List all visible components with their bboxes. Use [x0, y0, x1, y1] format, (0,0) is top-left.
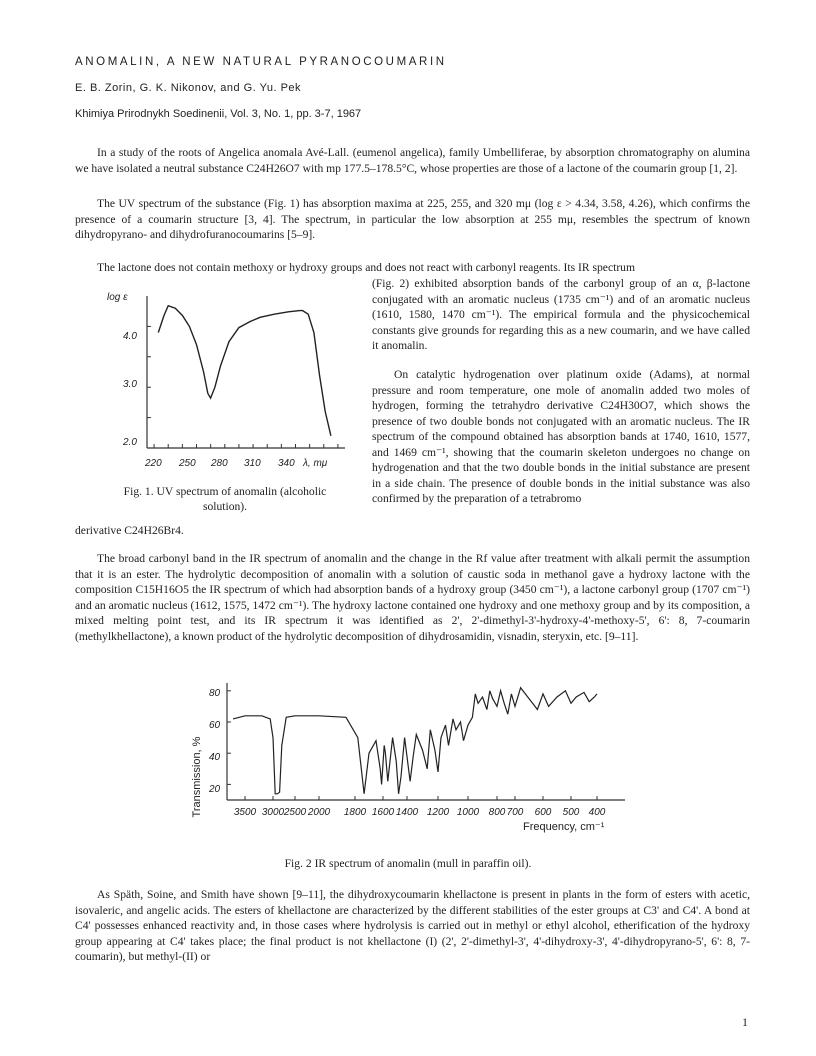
fig1-xtick-280: 280 [211, 458, 228, 469]
fig2-xtick-800: 800 [488, 807, 506, 818]
fig2-ytick-40: 40 [209, 752, 221, 763]
article-title: ANOMALIN, A NEW NATURAL PYRANOCOUMARIN [75, 56, 447, 68]
fig1-xtick-220: 220 [145, 458, 162, 469]
fig2-xtick-400: 400 [588, 807, 606, 818]
article-authors: E. B. Zorin, G. K. Nikonov, and G. Yu. Pek [75, 82, 302, 94]
fig1-caption: Fig. 1. UV spectrum of anomalin (alcoholic solution). [123, 485, 327, 513]
fig2-x-tick-labels [234, 807, 606, 818]
article-citation: Khimiya Prirodnykh Soedinenii, Vol. 3, No. 1, pp. 3-7, 1967 [75, 108, 362, 120]
fig2-xtick-1800: 1800 [343, 807, 367, 818]
paragraph-1: In a study of the roots of Angelica anomala Avé-Lall. (eumenol angelica), family Umbelliferae, by absorption chromatography on alumina we have isolated a neutral substance C24H26O7 with mp 177.5–178.5°C, whose properties are those of a lactone of the coumarin group [1, 2]. [75, 146, 750, 175]
fig2-ytick-60: 60 [209, 720, 221, 731]
fig2-series-line [233, 688, 597, 794]
fig2-xtick-3000: 3000 [261, 807, 285, 818]
fig2-xtick-600: 600 [534, 807, 552, 818]
page-number: 1 [742, 1015, 748, 1029]
fig1-xtick-340: 340 [278, 458, 295, 469]
fig2-xtick-1600: 1600 [371, 807, 395, 818]
paragraph-6: As Späth, Soine, and Smith have shown [9–11], the dihydroxycoumarin khellactone is present in plants in the form of esters with acetic, isovaleric, and angelic acids. The esters of khellactone are characterized by the different stabilities of the ester groups at C3' and C4'. A bond at C4' possesses enhanced reactivity and, in those cases where hydrolysis is carried out in methyl or ethyl alcohol, etherification of the hydroxy group appearing at C4' takes place; the final product is not khellactone (I) (2', 2'-dimethyl-3', 4'-dihydroxy-3', 4'-dihydropyrano-5', 6': 8, 7-coumarin), but methyl-(II) or [75, 888, 750, 963]
fig1-xtick-250: 250 [179, 458, 196, 469]
fig2-ytick-80: 80 [209, 688, 221, 699]
paragraph-3: The lactone does not contain methoxy or hydroxy groups and does not react with carbonyl reagents. Its IR spectrum [97, 261, 635, 274]
paragraph-4: On catalytic hydrogenation over platinum oxide (Adams), at normal pressure and room temperature, one mole of anomalin added two moles of hydrogen, forming the tetrahydro derivative C24H30O7, which shows the presence of two double bonds not conjugated with an aromatic nucleus. The IR spectrum of the compound obtained has absorption bands at 1740, 1610, 1577, and 1469 cm⁻¹, showing that the coumarin skeleton undergoes no change on hydrogenation and that the two double bonds in the initial substance are present in a side chain. The presence of double bonds in the initial substance was also confirmed by the preparation of a tetrabromo [372, 368, 750, 505]
paragraph-3-continued: (Fig. 2) exhibited absorption bands of the carbonyl group of an α, β-lactone conjugated with an aromatic nucleus (1735 cm⁻¹) and of an aromatic nucleus (1610, 1580, 1470 cm⁻¹). The empirical formula and the physicochemical constants give grounds for regarding this as a new coumarin, and we have called it anomalin. [372, 277, 750, 352]
fig2-xlabel: Frequency, cm⁻¹ [523, 821, 605, 833]
fig2-xtick-1200: 1200 [426, 807, 450, 818]
fig2-xtick-700: 700 [506, 807, 524, 818]
paragraph-4-tail: derivative C24H26Br4. [75, 524, 184, 537]
fig1-xtick-310: 310 [244, 458, 261, 469]
fig1-series-line [158, 306, 331, 436]
fig2-ytick-20: 20 [209, 784, 221, 795]
fig2-tick-marks [227, 691, 597, 800]
fig1-tick-marks [147, 326, 338, 448]
fig2-xtick-1400: 1400 [395, 807, 419, 818]
fig1-ylabel: log ε [107, 292, 128, 303]
fig1-xlabel: λ, mμ [303, 458, 328, 469]
fig2-xtick-1000: 1000 [456, 807, 480, 818]
fig2-ir-spectrum [185, 665, 645, 845]
paragraph-2: The UV spectrum of the substance (Fig. 1) has absorption maxima at 225, 255, and 320 mμ (log ε > 4.34, 3.58, 4.26), which confirms the presence of a coumarin structure [3, 4]. The spectrum, in particular the low absorption at 255 mμ, resembles the spectrum of known dihydropyrano- and dihydrofuranocoumarins [5–9]. [75, 197, 750, 241]
paragraph-5: The broad carbonyl band in the IR spectrum of anomalin and the change in the Rf value after treatment with alkali permit the assumption that it is an ester. The hydrolytic decomposition of anomalin with a solution of caustic soda in methanol gave a hydroxy lactone with the composition C15H16O5 the IR spectrum of which had absorption bands of a hydroxy group (3450 cm⁻¹), a lactone carbonyl group (1707 cm⁻¹) and an aromatic nucleus (1612, 1575, 1472 cm⁻¹). The hydroxy lactone contained one hydroxy and one methoxy group and by its composition, a mixed melting point test, and its IR spectrum it was identified as 2', 2'-dimethyl-3'-hydroxy-4'-methoxy-5', 6': 8, 7-coumarin (methylkhellactone), a known product of the hydrolytic decomposition of dihydrosamidin, visnadin, steryxin, etc. [9–11]. [75, 552, 750, 643]
fig2-caption: Fig. 2 IR spectrum of anomalin (mull in paraffin oil). [284, 857, 532, 870]
fig2-xtick-2500: 2500 [283, 807, 307, 818]
fig1-ytick-3-0: 3.0 [123, 379, 137, 390]
fig2-ylabel: Transmission, % [191, 736, 203, 818]
fig2-xtick-3500: 3500 [233, 807, 257, 818]
fig1-ytick-2-0: 2.0 [123, 437, 137, 448]
fig1-uv-spectrum [95, 278, 360, 478]
fig2-xtick-500: 500 [562, 807, 580, 818]
fig1-ytick-4-0: 4.0 [123, 331, 137, 342]
fig2-xtick-2000: 2000 [307, 807, 331, 818]
